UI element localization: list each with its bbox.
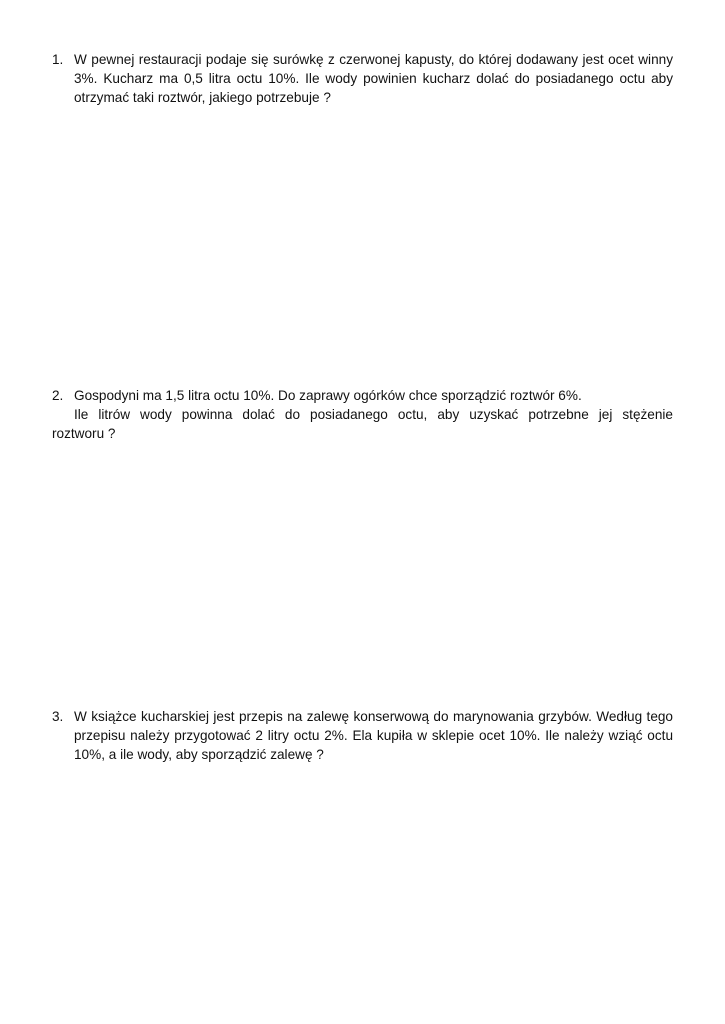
problem-2 <box>52 386 673 443</box>
problem-text: W książce kucharskiej jest przepis na zalewę konserwową do marynowania grzybów. Według tego przepisu należy przygotować 2 litry octu 2%. Ela kupiła w sklepie ocet 10%. Ile należy wziąć octu 10%, a ile wody, aby sporządzić zalewę ? <box>74 709 673 762</box>
problem-2-row <box>52 386 673 405</box>
problem-text-line-3: roztworu ? <box>52 426 116 441</box>
problem-text-line-1: Gospodyni ma 1,5 litra octu 10%. Do zaprawy ogórków chce sporządzić roztwór 6%. <box>74 388 582 403</box>
problem-1 <box>52 50 673 107</box>
problem-number: 1. <box>52 52 64 67</box>
problem-text-line-2: Ile litrów wody powinna dolać do posiadanego octu, aby uzyskać potrzebne jej stężenie <box>74 407 673 422</box>
problem-3-row <box>52 707 673 764</box>
problem-number: 2. <box>52 388 64 403</box>
problem-1-row <box>52 50 673 107</box>
problem-text: W pewnej restauracji podaje się surówkę z czerwonej kapusty, do której dodawany jest ocet winny 3%. Kucharz ma 0,5 litra octu 10%. Ile wody powinien kucharz dolać do posiadanego octu aby otrzymać taki roztwór, jakiego potrzebuje ? <box>74 52 673 105</box>
problem-3 <box>52 707 673 764</box>
problem-number: 3. <box>52 709 64 724</box>
